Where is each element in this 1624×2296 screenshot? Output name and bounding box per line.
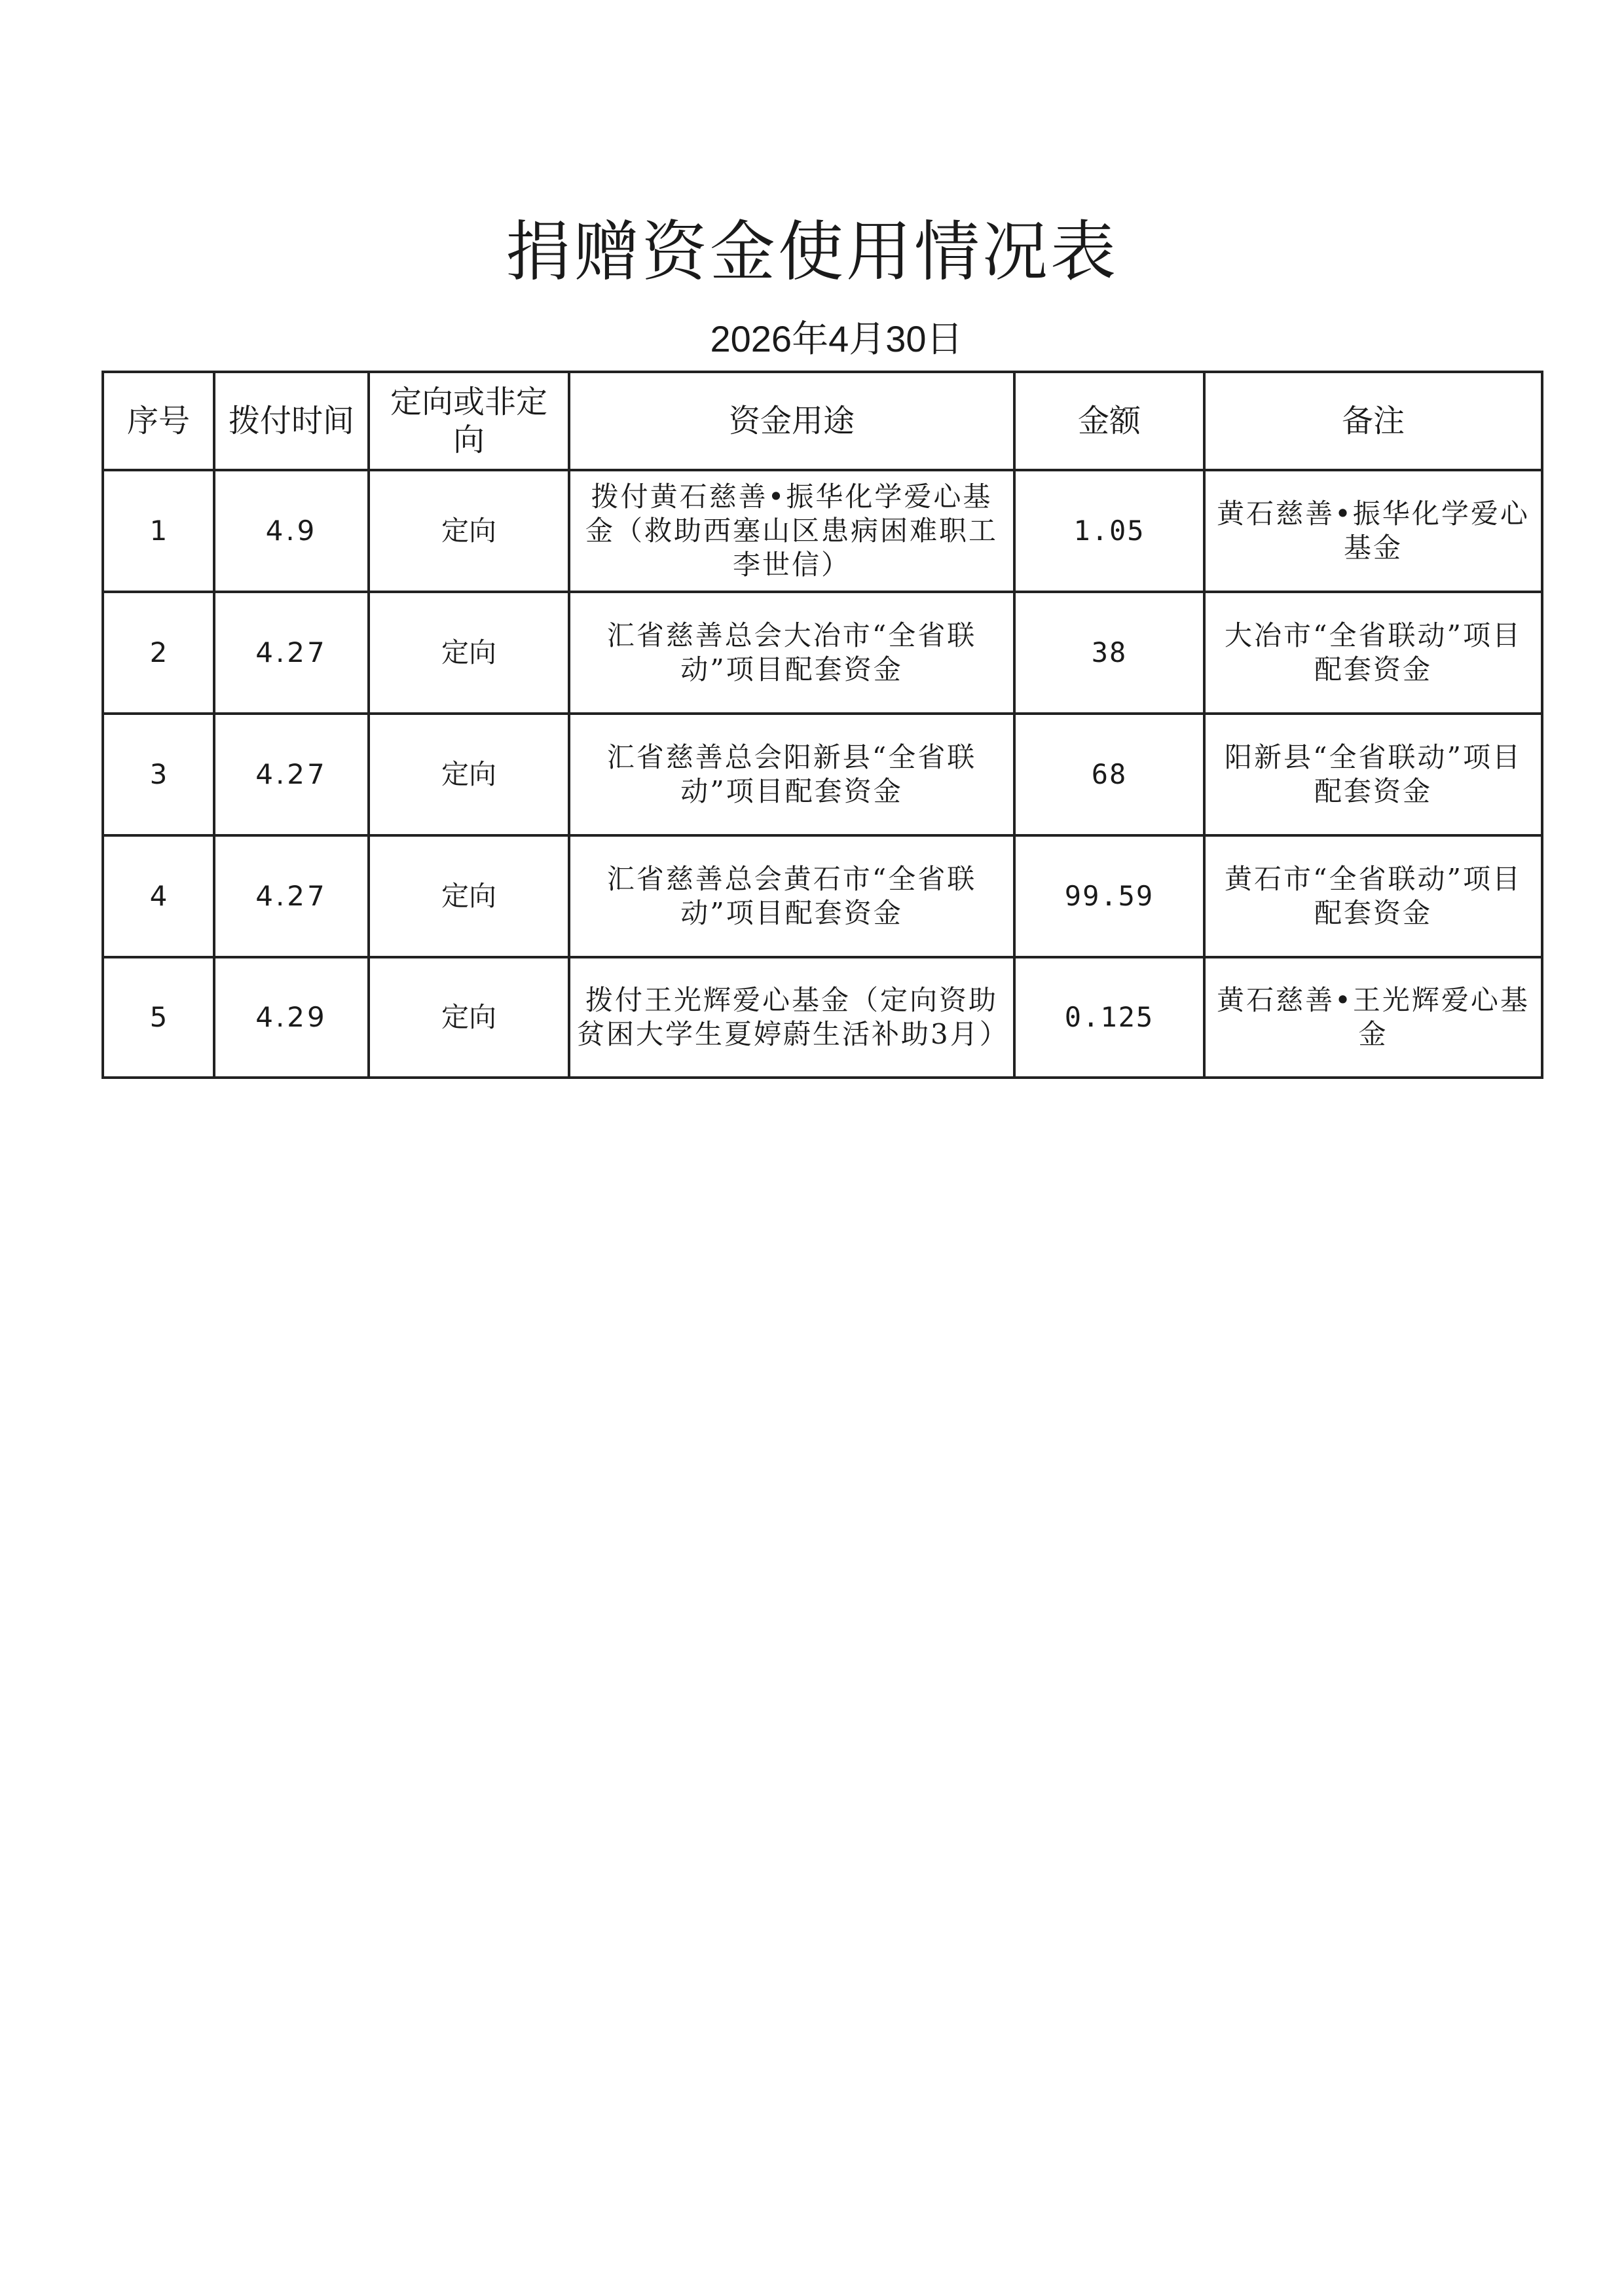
cell-note: 黄石市“全省联动”项目配套资金 bbox=[1204, 835, 1542, 957]
header-date: 拨付时间 bbox=[214, 372, 369, 470]
cell-note: 黄石慈善•振华化学爱心基金 bbox=[1204, 470, 1542, 592]
cell-no: 3 bbox=[103, 714, 214, 835]
cell-note: 阳新县“全省联动”项目配套资金 bbox=[1204, 714, 1542, 835]
table-row bbox=[103, 714, 1542, 835]
cell-direction: 定向 bbox=[369, 714, 569, 835]
table-row bbox=[103, 470, 1542, 592]
cell-amount: 68 bbox=[1014, 714, 1204, 835]
report-date: 2026年4月30日 bbox=[710, 318, 963, 359]
table-row bbox=[103, 592, 1542, 714]
cell-no: 2 bbox=[103, 592, 214, 714]
cell-amount: 38 bbox=[1014, 592, 1204, 714]
page-title: 捐赠资金使用情况表 bbox=[506, 213, 1118, 290]
cell-amount: 1.05 bbox=[1014, 470, 1204, 592]
cell-direction: 定向 bbox=[369, 957, 569, 1078]
cell-no: 4 bbox=[103, 835, 214, 957]
cell-no: 1 bbox=[103, 470, 214, 592]
table-row bbox=[103, 957, 1542, 1078]
header-no: 序号 bbox=[103, 372, 214, 470]
fund-usage-table bbox=[101, 371, 1543, 1079]
cell-date: 4.27 bbox=[214, 592, 369, 714]
cell-date: 4.27 bbox=[214, 714, 369, 835]
header-direction: 定向或非定向 bbox=[369, 372, 569, 470]
cell-date: 4.27 bbox=[214, 835, 369, 957]
table-row bbox=[103, 835, 1542, 957]
table-header-row bbox=[103, 372, 1542, 470]
cell-date: 4.9 bbox=[214, 470, 369, 592]
cell-direction: 定向 bbox=[369, 592, 569, 714]
header-purpose: 资金用途 bbox=[569, 372, 1014, 470]
cell-purpose: 拨付黄石慈善•振华化学爱心基金（救助西塞山区患病困难职工李世信） bbox=[569, 470, 1014, 592]
header-note: 备注 bbox=[1204, 372, 1542, 470]
cell-date: 4.29 bbox=[214, 957, 369, 1078]
cell-purpose: 汇省慈善总会黄石市“全省联动”项目配套资金 bbox=[569, 835, 1014, 957]
cell-no: 5 bbox=[103, 957, 214, 1078]
header-amount: 金额 bbox=[1014, 372, 1204, 470]
cell-direction: 定向 bbox=[369, 470, 569, 592]
cell-amount: 99.59 bbox=[1014, 835, 1204, 957]
cell-purpose: 拨付王光辉爱心基金（定向资助贫困大学生夏婷蔚生活补助3月） bbox=[569, 957, 1014, 1078]
cell-note: 大冶市“全省联动”项目配套资金 bbox=[1204, 592, 1542, 714]
cell-purpose: 汇省慈善总会大冶市“全省联动”项目配套资金 bbox=[569, 592, 1014, 714]
cell-direction: 定向 bbox=[369, 835, 569, 957]
cell-note: 黄石慈善•王光辉爱心基金 bbox=[1204, 957, 1542, 1078]
cell-amount: 0.125 bbox=[1014, 957, 1204, 1078]
cell-purpose: 汇省慈善总会阳新县“全省联动”项目配套资金 bbox=[569, 714, 1014, 835]
